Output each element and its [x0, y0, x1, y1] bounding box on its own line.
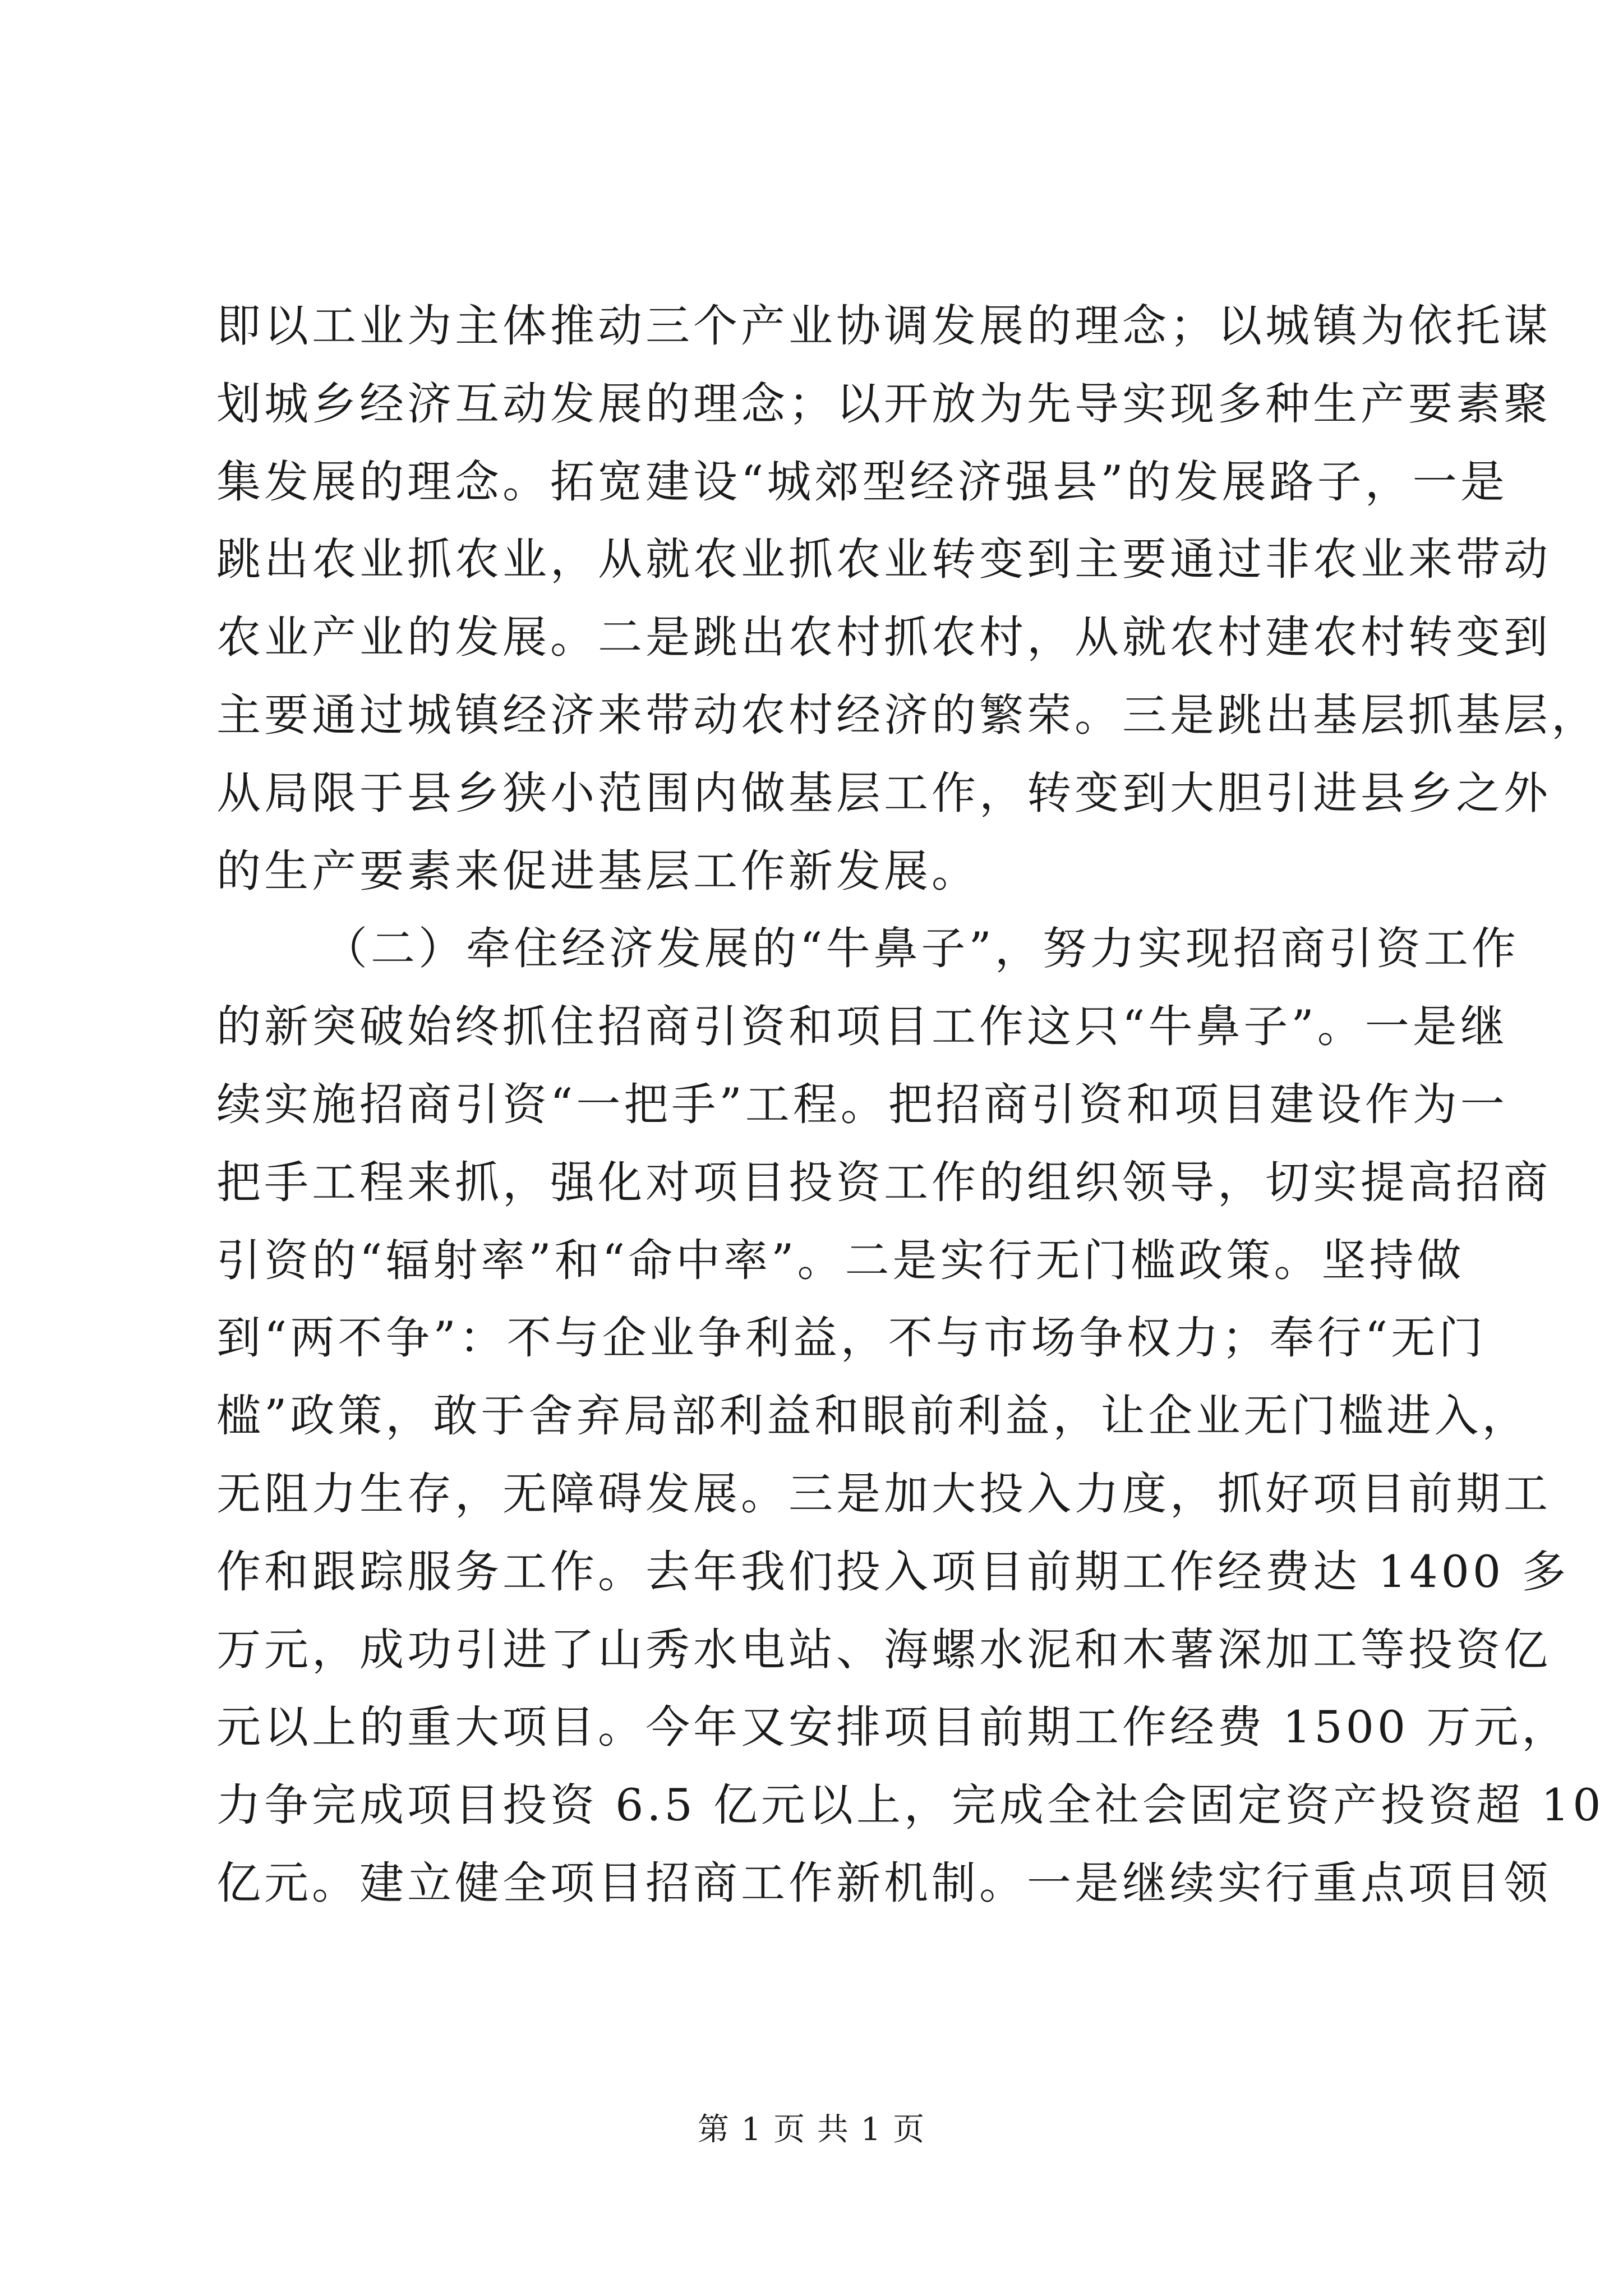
text-line: 力争完成项目投资 6.5 亿元以上，完成全社会固定资产投资超 10: [216, 1779, 1604, 1832]
text-line: 元以上的重大项目。今年又安排项目前期工作经费 1500 万元，: [216, 1701, 1570, 1754]
text-line: 主要通过城镇经济来带动农村经济的繁荣。三是跳出基层抓基层，: [216, 689, 1599, 741]
section-heading-line: （二）牵住经济发展的“牛鼻子”，努力实现招商引资工作: [323, 923, 1519, 975]
text-line: 无阻力生存，无障碍发展。三是加大投入力度，抓好项目前期工: [216, 1467, 1551, 1520]
text-line: 跳出农业抓农业，从就农业抓农业转变到主要通过非农业来带动: [216, 533, 1551, 586]
text-line: 亿元。建立健全项目招商工作新机制。一是继续实行重点项目领: [216, 1857, 1551, 1909]
text-line: 到“两不争”：不与企业争利益，不与市场争权力；奉行“无门: [216, 1312, 1487, 1364]
text-line: 把手工程来抓，强化对项目投资工作的组织领导，切实提高招商: [216, 1156, 1551, 1208]
text-line: 的生产要素来促进基层工作新发展。: [216, 845, 979, 897]
text-line: 作和跟踪服务工作。去年我们投入项目前期工作经费达 1400 多: [216, 1545, 1570, 1598]
text-line: 划城乡经济互动发展的理念；以开放为先导实现多种生产要素聚: [216, 378, 1551, 430]
text-line: 槛”政策，敢于舍弃局部利益和眼前利益，让企业无门槛进入，: [216, 1390, 1530, 1442]
text-line: 集发展的理念。拓宽建设“城郊型经济强县”的发展路子，一是: [216, 455, 1508, 508]
text-line: 的新突破始终抓住招商引资和项目工作这只“牛鼻子”。一是继: [216, 1001, 1508, 1053]
page-number-footer: 第 1 页 共 1 页: [697, 2111, 926, 2148]
text-line: 万元，成功引进了山秀水电站、海螺水泥和木薯深加工等投资亿: [216, 1623, 1551, 1676]
text-line: 农业产业的发展。二是跳出农村抓农村，从就农村建农村转变到: [216, 611, 1551, 664]
text-line: 从局限于县乡狭小范围内做基层工作，转变到大胆引进县乡之外: [216, 767, 1551, 819]
text-line: 续实施招商引资“一把手”工程。把招商引资和项目建设作为一: [216, 1078, 1508, 1130]
text-line: 引资的“辐射率”和“命中率”。二是实行无门槛政策。坚持做: [216, 1234, 1465, 1286]
body-text: [216, 287, 1604, 1922]
text-line: 即以工业为主体推动三个产业协调发展的理念；以城镇为依托谋: [216, 300, 1551, 352]
